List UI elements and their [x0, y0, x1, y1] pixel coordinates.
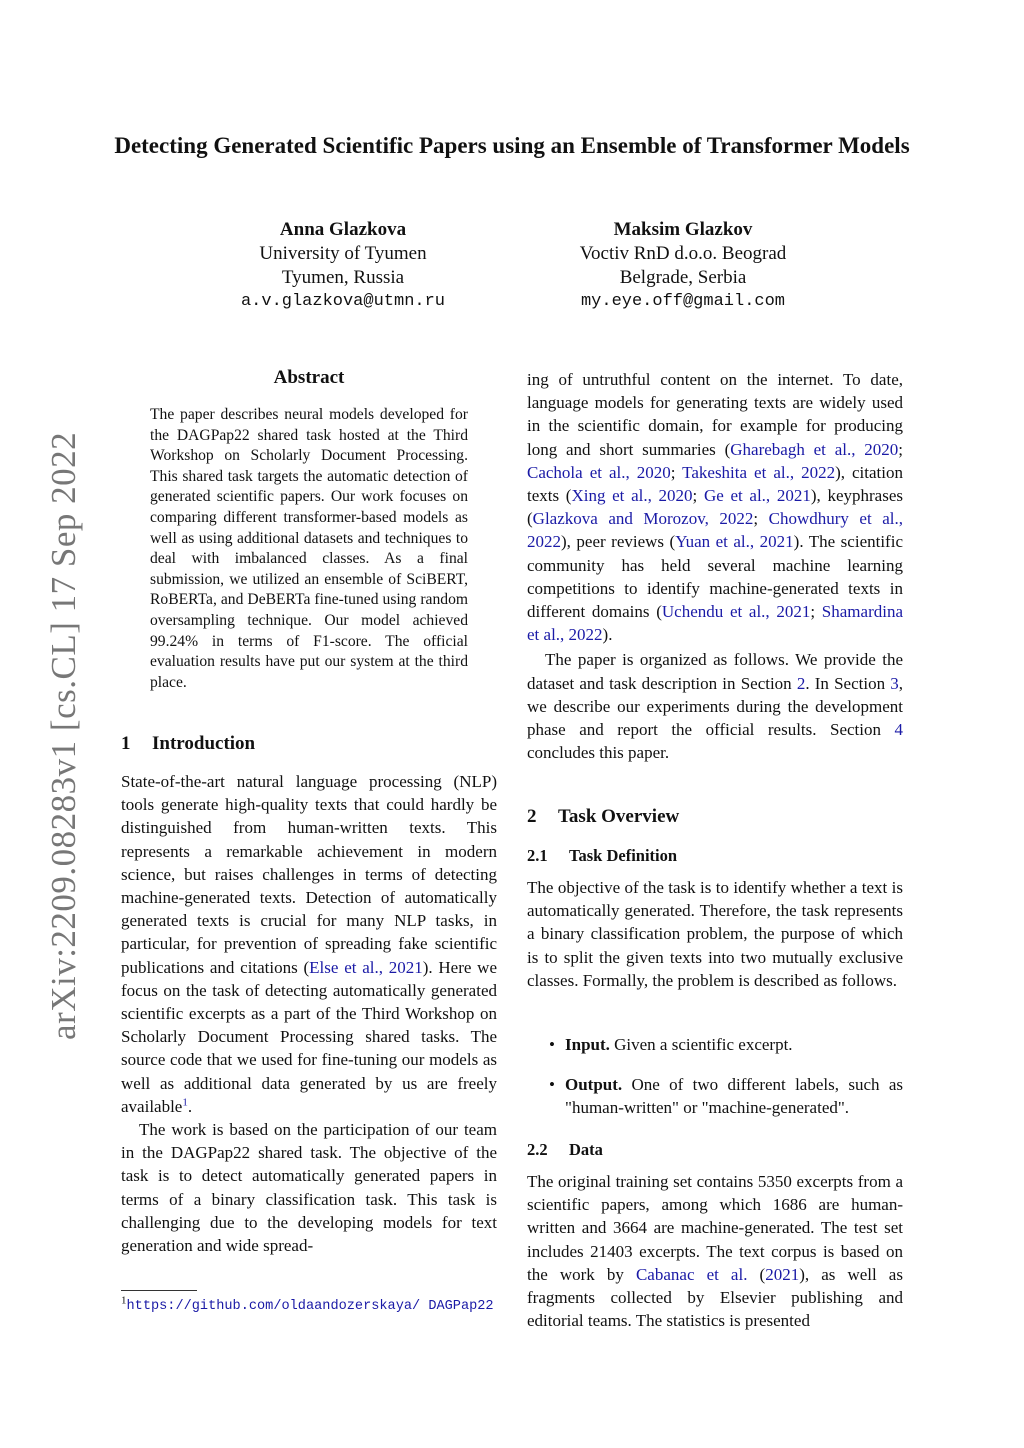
author-affiliation: University of Tyumen — [259, 243, 427, 264]
text-run: ; — [898, 439, 903, 459]
text-run: . In Section — [805, 673, 891, 693]
citation-link[interactable]: Glazkova and Morozov, 2022 — [532, 509, 754, 529]
footnote-rule — [121, 1290, 197, 1291]
task-definition-body — [527, 876, 903, 992]
footnote — [121, 1296, 497, 1316]
text-run: ; — [753, 509, 769, 529]
section-reference[interactable]: 2 — [796, 673, 806, 693]
footnote-marker[interactable]: 1 — [182, 1096, 188, 1109]
section-title: Task Overview — [558, 806, 680, 827]
text-run: ), as well as fragments collected by Elsevier publishing and editorial teams. The statistics is presented — [527, 1264, 903, 1331]
citation-link[interactable]: Shamardina et al., 2022 — [527, 602, 903, 645]
text-run: The paper is organized as follows. We provide the dataset and task description in Section — [527, 650, 903, 693]
introduction-body — [121, 770, 497, 1257]
author-location: Tyumen, Russia — [281, 267, 405, 288]
text-run: ; — [670, 462, 683, 482]
citation-link[interactable]: 2021 — [765, 1264, 800, 1284]
author-email[interactable]: a.v.glazkova@utmn.ru — [240, 292, 446, 311]
text-run: ing of untruthful content on the internet. To date, language models for generating texts are widely used in the scientific domain, for example for producing long and short summaries ( — [527, 370, 903, 459]
subsection-heading-data — [527, 1140, 903, 1160]
list-item — [527, 1033, 903, 1056]
citation-link[interactable]: Ge et al., 2021 — [703, 486, 811, 506]
paragraph — [527, 368, 903, 646]
text-run: ). The scientific community has held several machine learning competitions to identify machine-generated texts in different domains ( — [527, 532, 903, 622]
subsection-title: Task Definition — [569, 846, 678, 865]
author-block-2 — [493, 218, 873, 314]
section-heading-task-overview — [527, 806, 903, 828]
author-affiliation: Voctiv RnD d.o.o. Beograd — [579, 243, 787, 264]
bullet-dot: • — [549, 1075, 555, 1095]
text-run: ), keyphrases ( — [527, 486, 903, 529]
author-name: Anna Glazkova — [279, 219, 407, 240]
bullet-text: Given a scientific excerpt. — [609, 1035, 793, 1054]
text-run: , we describe our experiments during the development phase and report the official results. Section — [527, 673, 903, 740]
citation-link[interactable]: Takeshita et al., 2022 — [682, 462, 836, 482]
author-location: Belgrade, Serbia — [619, 267, 747, 288]
section-reference[interactable]: 3 — [890, 673, 899, 693]
paper-title: Detecting Generated Scientific Papers using an Ensemble of Transformer Models — [114, 133, 910, 158]
citation-link[interactable]: Gharebagh et al., 2020 — [730, 439, 899, 459]
citation-link[interactable]: Xing et al., 2020 — [571, 486, 693, 506]
subsection-heading-task-definition — [527, 846, 903, 866]
bullet-dot: • — [549, 1035, 555, 1054]
text-run: concludes this paper. — [527, 743, 670, 763]
footnote-url[interactable]: https://github.com/oldaandozerskaya/ DAGPap22 — [126, 1299, 494, 1314]
citation-link[interactable]: Cachola et al., 2020 — [527, 462, 671, 482]
section-number: 1 — [121, 733, 131, 754]
author-block-1 — [153, 218, 533, 314]
section-number: 2 — [527, 806, 537, 827]
text-run: . — [187, 1096, 193, 1116]
citation-link[interactable]: Chowdhury et al., 2022 — [527, 509, 903, 552]
paragraph — [527, 648, 903, 764]
text-run: ). — [602, 625, 613, 645]
abstract-heading: Abstract — [273, 367, 345, 388]
footnote-number: 1 — [121, 1294, 127, 1307]
text-run: ), citation texts ( — [527, 462, 903, 506]
bullet-label: Output. — [565, 1075, 623, 1095]
data-body — [527, 1170, 903, 1332]
text-run: The original training set contains 5350 excerpts from a scientific papers, among which 1686 are human-written and 3664 are machine-generated. The test set includes 21403 excerpts. The text corpus is based on the work by — [527, 1172, 903, 1284]
list-item — [527, 1073, 903, 1119]
text-run: ). Here we focus on the task of detecting automatically generated scientific excerpts as a part of the Third Workshop on Scholarly Document Processing shared tasks. The source code that we used for fine-tuning our models as well as additional data generated by us are freely available — [121, 957, 498, 1116]
subsection-title: Data — [569, 1140, 603, 1159]
subsection-number: 2.2 — [527, 1140, 548, 1159]
paragraph — [527, 1170, 903, 1332]
citation-link[interactable]: Else et al., 2021 — [309, 957, 423, 977]
bullet-list — [527, 1033, 903, 1120]
text-run: ; — [692, 486, 704, 506]
arxiv-stamp: arXiv:2209.08283v1 [cs.CL] 17 Sep 2022 — [44, 431, 83, 1040]
bullet-label: Input. — [565, 1035, 610, 1054]
abstract-text: The paper describes neural models developed for the DAGPap22 shared task hosted at the Third Workshop on Scholarly Document Processing. This shared task targets the automatic detection of generated scientific papers. Our work focuses on comparing different transformer-based models as well as using additional datasets and techniques to deal with imbalanced classes. As a final submission, we utilized an ensemble of SciBERT, RoBERTa, and DeBERTa fine-tuned using random oversampling technique. Our model achieved 99.24% in terms of F1-score. The official evaluation results have put our system at the third place. — [150, 406, 468, 691]
citation-link[interactable]: Uchendu et al., 2021 — [661, 602, 811, 622]
author-name: Maksim Glazkov — [613, 219, 753, 240]
author-email[interactable]: my.eye.off@gmail.com — [580, 292, 786, 311]
citation-link[interactable]: Cabanac et al. — [635, 1264, 748, 1284]
text-run: State-of-the-art natural language processing (NLP) tools generate high-quality texts that could hardly be distinguished from human-written texts. This represents a remarkable achievement in modern science, but raises challenges in terms of detecting machine-generated texts. Detection of automatically generated texts is crucial for many NLP tasks, in particular, for prevention of spreading fake scientific publications and citations ( — [121, 772, 497, 977]
text-run: ), peer reviews ( — [561, 532, 676, 552]
section-heading-introduction — [121, 733, 497, 755]
subsection-number: 2.1 — [527, 846, 548, 865]
text-run: ( — [747, 1264, 766, 1284]
paragraph: The objective of the task is to identify whether a text is automatically generated. Therefore, the task represents a binary classification problem, the purpose of which is to split the given texts into two mutually exclusive classes. Formally, the problem is described as follows. — [527, 878, 903, 990]
paragraph — [121, 770, 497, 1118]
bullet-text: One of two different labels, such as "human-written" or "machine-generated". — [565, 1075, 903, 1118]
section-title: Introduction — [152, 733, 256, 754]
text-run: ; — [810, 602, 822, 622]
introduction-continued — [527, 368, 903, 764]
paragraph: The work is based on the participation of our team in the DAGPap22 shared task. The objective of the task is to detect automatically generated papers in terms of a binary classification task. This task is challenging due to the developing models for text generation and wide spread- — [121, 1120, 497, 1256]
citation-link[interactable]: Yuan et al., 2021 — [675, 532, 794, 552]
section-reference[interactable]: 4 — [894, 720, 903, 740]
